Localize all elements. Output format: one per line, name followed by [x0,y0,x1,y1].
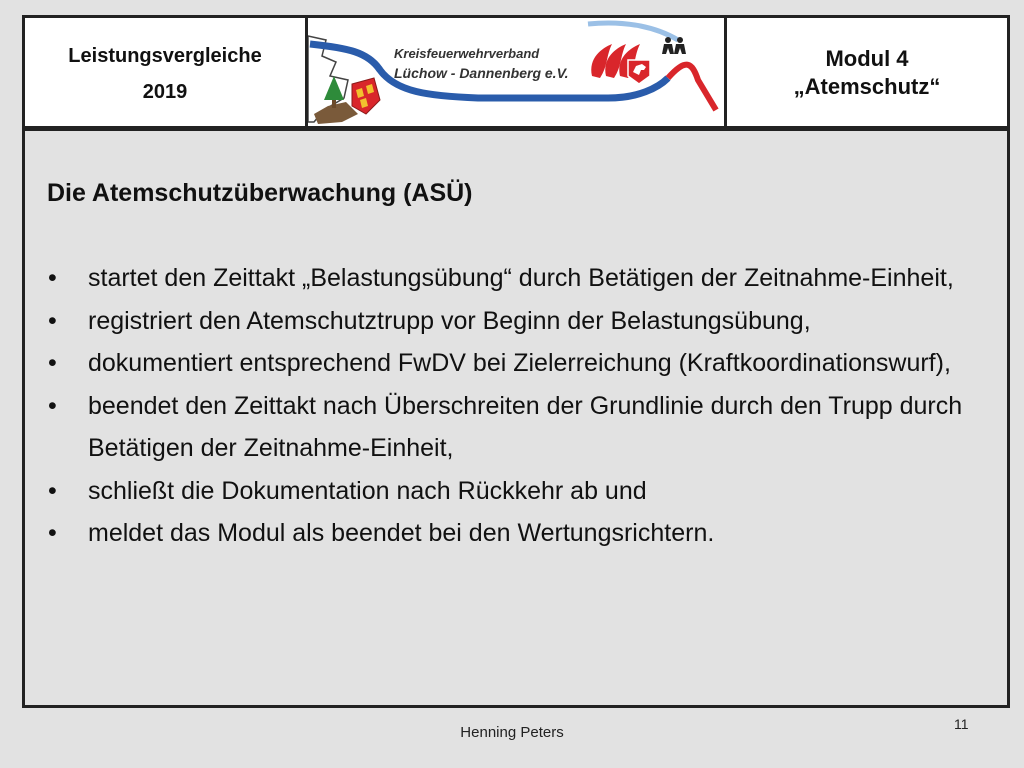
bullet-item [40,300,997,343]
header-logo-box [305,15,727,129]
bullet-symbol: • [48,476,57,505]
header-left-box [22,15,308,129]
bullet-item [40,257,997,300]
logo-line-1: Kreisfeuerwehrverband [394,46,540,61]
bullet-list [40,257,997,555]
bullet-item [40,385,997,470]
coat-of-arms-icon [352,78,380,114]
bullet-symbol: • [48,519,57,547]
bullet-symbol: • [48,349,57,377]
bullet-text: registriert den Atemschutztrupp vor Beginn der Belastungsübung, [88,306,811,335]
bullet-text: schließt die Dokumentation nach Rückkehr ab und [88,476,647,505]
page-number: 11 [954,716,969,732]
content-box [22,128,1010,708]
firefighter-figures-icon [665,37,671,43]
footer-author: Henning Peters [460,724,564,741]
bullet-item [40,342,997,385]
bullet-symbol: • [48,306,57,335]
competition-title: Leistungsvergleiche [68,45,262,67]
module-number: Modul 4 [825,46,909,71]
association-logo [308,18,724,126]
bullet-text: beendet den Zeittakt nach Überschreiten der Grundlinie durch den Trupp durch Betätigen der Zeitnahme-Einheit, [88,391,963,462]
bullet-symbol: • [48,391,57,420]
bullet-item [40,512,997,555]
bullet-text: startet den Zeittakt „Belastungsübung“ durch Betätigen der Zeitnahme-Einheit, [88,264,954,292]
module-title: „Atemschutz“ [793,74,941,99]
bullet-text: meldet das Modul als beendet bei den Wertungsrichtern. [88,519,715,547]
bullet-item [40,470,997,513]
slide-heading: Die Atemschutzüberwachung (ASÜ) [47,179,473,207]
header-right-box [724,15,1010,129]
bullet-symbol: • [48,264,57,292]
logo-line-2: Lüchow - Dannenberg e.V. [394,65,569,81]
competition-year: 2019 [142,81,188,103]
bullet-text: dokumentiert entsprechend FwDV bei Zielerreichung (Kraftkoordinationswurf), [88,349,951,377]
